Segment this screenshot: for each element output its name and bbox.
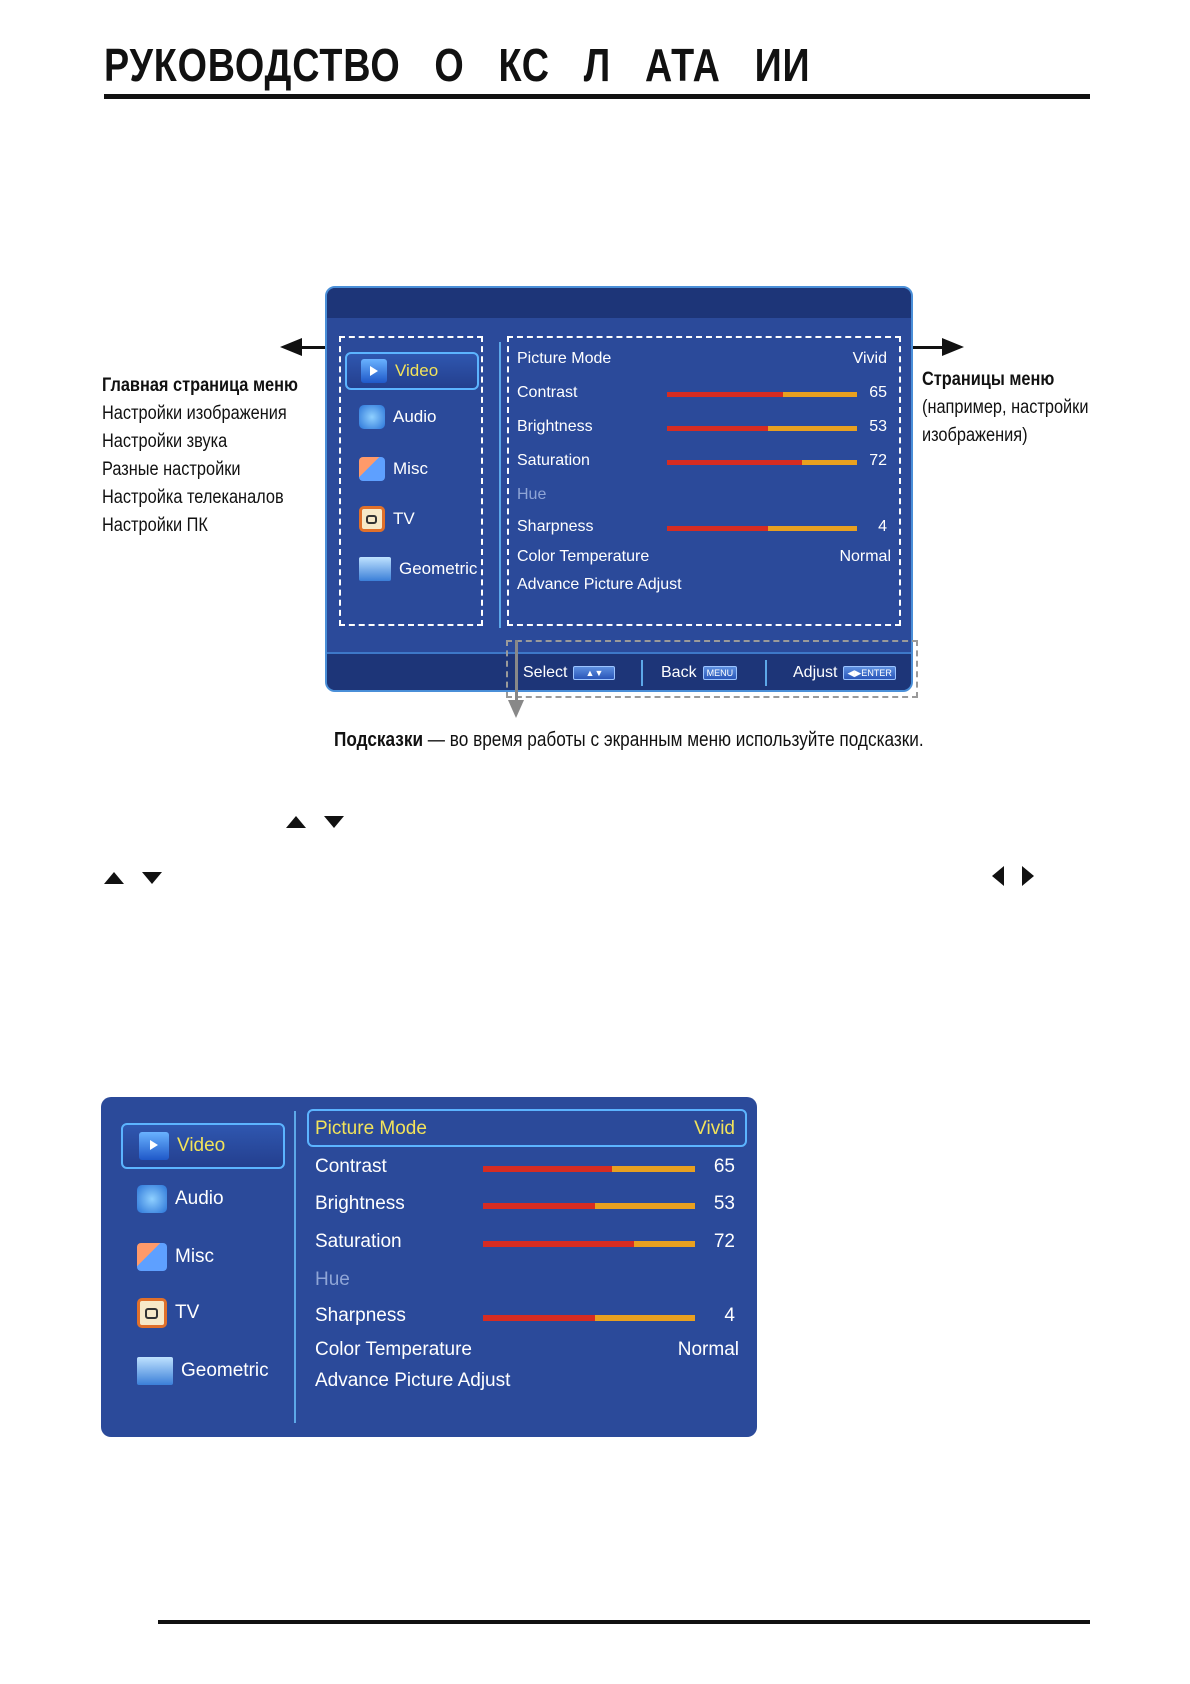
osd-divider [294, 1111, 296, 1423]
brightness-value: 53 [713, 1193, 735, 1214]
nav-item-label: Geometric [181, 1360, 269, 1381]
row-hue: Hue [517, 486, 547, 503]
callout-item-misc: Разные настройки [102, 459, 241, 480]
nav-item-label: Audio [393, 407, 437, 426]
contrast-value: 65 [869, 384, 887, 401]
up-triangle-icon [104, 872, 124, 884]
tv-icon [359, 506, 385, 532]
hint-select-label: Select [523, 664, 568, 681]
nav-item-audio[interactable] [359, 402, 436, 432]
row-contrast[interactable]: Contrast [315, 1156, 387, 1177]
main-page-title: Главная страница меню [102, 375, 298, 396]
up-down-key-icon: ▲▼ [573, 666, 615, 680]
osd-title-bar [327, 288, 911, 318]
row-contrast[interactable]: Contrast [517, 384, 578, 401]
row-saturation[interactable]: Saturation [517, 452, 590, 469]
nav-item-tv[interactable] [359, 504, 415, 534]
osd-screen-annotated [325, 286, 913, 692]
video-icon [139, 1132, 169, 1160]
row-advance-picture-adjust[interactable]: Advance Picture Adjust [517, 576, 682, 593]
nav-item-label: Misc [393, 459, 428, 478]
row-saturation[interactable]: Saturation [315, 1231, 402, 1252]
enter-key-icon: ◀▶ENTER [843, 666, 895, 680]
right-triangle-icon [1022, 866, 1034, 886]
row-sharpness[interactable]: Sharpness [315, 1305, 406, 1326]
hints-caption [334, 726, 924, 754]
row-brightness[interactable]: Brightness [315, 1193, 405, 1214]
saturation-slider-fill [483, 1241, 634, 1247]
osd-divider [499, 342, 501, 628]
down-arrow-icon [508, 700, 524, 718]
nav-item-tv[interactable] [137, 1295, 199, 1331]
tv-icon [137, 1298, 167, 1328]
sharpness-slider-fill [483, 1315, 595, 1321]
callout-item-tv: Настройка телеканалов [102, 487, 284, 508]
row-hue: Hue [315, 1269, 350, 1290]
row-advance-picture-adjust[interactable]: Advance Picture Adjust [315, 1370, 511, 1391]
footer-rule [158, 1620, 1090, 1624]
sharpness-slider-fill [667, 526, 768, 531]
row-picture-mode[interactable]: Picture Mode [315, 1118, 427, 1139]
menu-pages-line-2: изображения) [922, 425, 1028, 446]
hints-text: — во время работы с экранным меню используйте подсказки. [423, 729, 924, 751]
row-picture-mode[interactable]: Picture Mode [517, 350, 612, 367]
nav-item-label: Misc [175, 1246, 215, 1267]
nav-item-label: TV [175, 1302, 200, 1323]
saturation-value: 72 [713, 1231, 735, 1252]
brightness-value: 53 [869, 418, 887, 435]
page-title: РУКОВОДСТВО О КС Л АТА ИИ [104, 39, 811, 91]
row-picture-mode-value: Vivid [852, 350, 887, 367]
hint-adjust-label: Adjust [793, 664, 838, 681]
nav-item-audio[interactable] [137, 1181, 224, 1217]
hints-title: Подсказки [334, 729, 424, 751]
geometric-icon [359, 557, 391, 581]
right-arrow-icon [942, 338, 964, 356]
up-triangle-icon [286, 816, 306, 828]
down-triangle-icon [142, 872, 162, 884]
row-picture-mode-value: Vivid [694, 1118, 735, 1139]
menu-key-icon: MENU [703, 666, 738, 680]
saturation-slider-fill [667, 460, 802, 465]
nav-item-label: Geometric [399, 559, 478, 578]
osd-screen-large [101, 1097, 757, 1437]
color-temperature-value: Normal [839, 548, 891, 565]
brightness-slider[interactable] [483, 1203, 695, 1209]
down-triangle-icon [324, 816, 344, 828]
left-arrow-icon [280, 338, 302, 356]
nav-item-label: Video [395, 361, 439, 380]
contrast-value: 65 [713, 1156, 735, 1177]
row-color-temperature[interactable]: Color Temperature [315, 1339, 473, 1360]
nav-item-geometric[interactable] [359, 554, 477, 584]
main-page-callout [102, 372, 298, 540]
contrast-slider-fill [667, 392, 783, 397]
menu-pages-title: Страницы меню [922, 369, 1055, 390]
nav-item-label: TV [393, 509, 415, 528]
nav-item-video[interactable] [345, 352, 479, 390]
contrast-slider[interactable] [483, 1166, 695, 1172]
nav-item-geometric[interactable] [137, 1353, 269, 1389]
geometric-icon [137, 1357, 173, 1385]
brightness-slider-fill [667, 426, 768, 431]
sharpness-value: 4 [878, 518, 887, 535]
saturation-slider[interactable] [483, 1241, 695, 1247]
contrast-slider-fill [483, 1166, 612, 1172]
misc-icon [137, 1243, 167, 1271]
sharpness-value: 4 [724, 1305, 735, 1326]
video-icon [361, 359, 387, 383]
left-triangle-icon [992, 866, 1004, 886]
menu-pages-line-1: (например, настройки [922, 397, 1089, 418]
audio-icon [359, 405, 385, 429]
menu-pages-callout [922, 366, 1088, 450]
hint-back-label: Back [661, 664, 697, 681]
callout-item-sound: Настройки звука [102, 431, 228, 452]
nav-item-label: Audio [175, 1188, 224, 1209]
hints-dashed-frame [506, 640, 918, 698]
row-sharpness[interactable]: Sharpness [517, 518, 594, 535]
misc-icon [359, 457, 385, 481]
nav-item-misc[interactable] [137, 1239, 214, 1275]
hints-arrow-line [515, 640, 518, 702]
row-brightness[interactable]: Brightness [517, 418, 593, 435]
callout-item-pc: Настройки ПК [102, 515, 208, 536]
nav-item-misc[interactable] [359, 454, 428, 484]
nav-item-video[interactable] [121, 1123, 285, 1169]
nav-item-label: Video [177, 1135, 226, 1156]
callout-item-picture: Настройки изображения [102, 403, 287, 424]
brightness-slider-fill [483, 1203, 595, 1209]
header-rule [104, 94, 1090, 99]
sharpness-slider[interactable] [483, 1315, 695, 1321]
color-temperature-value: Normal [677, 1339, 739, 1360]
audio-icon [137, 1185, 167, 1213]
row-color-temperature[interactable]: Color Temperature [517, 548, 650, 565]
saturation-value: 72 [869, 452, 887, 469]
